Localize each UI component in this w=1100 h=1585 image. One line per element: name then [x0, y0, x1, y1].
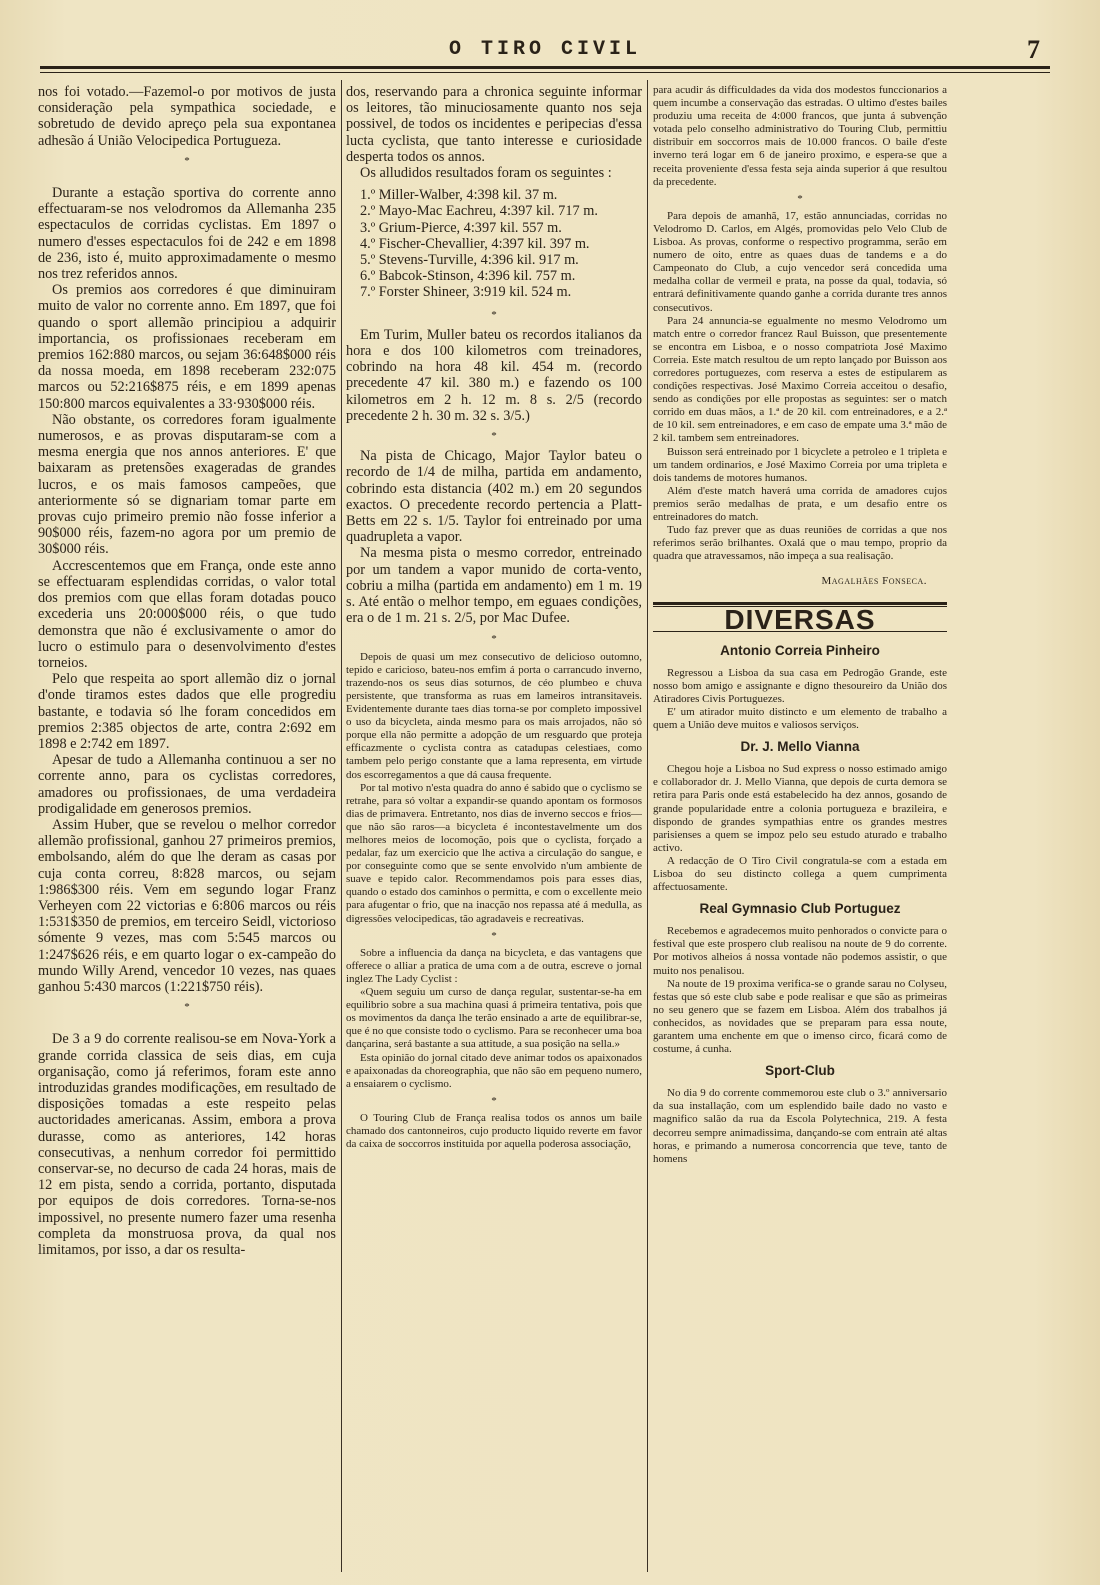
paragraph: O Touring Club de França realisa todos os annos um baile chamado dos cantonneiros, cujo producto liquido reverte em favor da caixa de soccorros instituida por aquella poderosa associação, — [346, 1111, 642, 1151]
column-divider-1 — [341, 80, 342, 1572]
paragraph: Além d'este match haverá uma corrida de amadores cujos premios serão medalhas de prata, e um desafio entre os entreinadores do match. — [653, 484, 947, 523]
article-title: Dr. J. Mello Vianna — [740, 739, 860, 755]
page-header — [40, 35, 1050, 68]
section-separator: * — [491, 430, 497, 443]
newspaper-title: O TIRO CIVIL — [448, 38, 642, 61]
paragraph: Buisson será entreinado por 1 bicyclete a petroleo e 1 tripleta e um tandem ordinarios, e José Maximo Correia por uma tripleta e dois tandems de motores humanos. — [653, 445, 947, 484]
list-item: 3.º Grium-Pierce, 4:397 kil. 557 m. — [360, 219, 562, 236]
list-item: 2.º Mayo-Mac Eachreu, 4:397 kil. 717 m. — [360, 203, 598, 220]
section-separator: * — [797, 192, 803, 205]
paragraph: Na mesma pista o mesmo corredor, entreinado por um tandem a vapor munido de corta-vento, cobriu a milha (partida em andamento) em 1 m. 19 s. Até então o melhor tempo, em eguaes condições, era o de 1 m. 21 s. 2/5, por Mac Dufee. — [346, 545, 642, 627]
article-title: Antonio Correia Pinheiro — [720, 642, 880, 658]
paragraph: De 3 a 9 do corrente realisou-se em Nova-York a grande corrida classica de seis dias, em cuja organisação, como já referimos, foram este anno introduzidas grandes modificações, em resultado de disposições tomadas a este respeito pelas auctoridades americanas. Assim, embora a prova durasse, como as anteriores, 142 horas consecutivas, a nenhum corredor foi permittido conservar-se, no decurso de cada 24 horas, mais de 12 em pista, sendo a corrida, portanto, disputada por equipos de dois corredores. Torna-se-nos impossivel, no presente numero fazer uma resenha completa da monstruosa prova, da qual nos limitamos, por isso, a dar os resulta- — [38, 1031, 336, 1259]
paragraph: Os premios aos corredores é que diminuiram muito de valor no corrente anno. Em 1897, que foi quando o sport allemão principiou a adquirir importancia, os profissionaes receberam em premios 162:880 marcos, ou sejam 36:648$000 réis da nossa moeda, em 1898 receberam 232:075 marcos ou 52:216$875 réis, e em 1899 apenas 150:800 marcos equivalentes a 33·930$000 réis. — [38, 282, 336, 412]
paragraph: Na pista de Chicago, Major Taylor bateu o recordo de 1/4 de milha, partida em andamento, cobrindo esta distancia (402 m.) em 20 segundos exactos. O precedente recordo pertencia a Platt-Betts em 22 s. 1/5. Taylor foi entreinado por uma quadrupleta a vapor. — [346, 448, 642, 546]
list-item: 6.º Babcok-Stinson, 4:396 kil. 757 m. — [360, 268, 576, 285]
paragraph: Depois de quasi um mez consecutivo de delicioso outomno, tepido e caricioso, bateu-nos emfim á porta o carrancudo inverno, trazendo-nos os seus dias soturnos, de céo plumbeo e chuva persistente, que transforma as ruas em lameiros intransitaveis. Evidentemente durante taes dias torna-se por completo impossivel o uso da bicycleta, ainda mesmo para os mais arrojados, não só porque ella não permitte a adopção de um resguardo que proteja efficazmente o cyclista contra as catadupas celestiaes, como tambem pelo perigo constante que a lama representa, em virtude dos escorregamentos a que dá causa frequente. — [346, 650, 642, 781]
paragraph: Na noute de 19 proxima verifica-se o grande sarau no Colyseu, festas que só este club sabe e pode realisar e que são as primeiras no seu genero que se fazem em Lisboa. Além dos trabalhos já conhecidos, as novidades que se preparam para essa noute, garantem uma enchente em que o imenso circo, ficará como de costume, á cunha. — [653, 977, 947, 1056]
section-separator: * — [491, 632, 497, 645]
section-separator: * — [491, 308, 497, 321]
column-1 — [38, 84, 336, 1574]
paragraph: Não obstante, os corredores foram igualmente numerosos, e as provas disputaram-se com a mesma energia que nos annos anteriores. E' que baixaram as pretensões exageradas de grandes lucros, e os mais famosos campeões, que anteriormente só se dignariam tomar parte em provas cujo primeiro premio não fosse inferior a 90$000 réis, fazem-no agora por um premio de 30$000 réis. — [38, 411, 336, 558]
paragraph: Apesar de tudo a Allemanha continuou a ser no corrente anno, para os cyclistas corredores, amadores ou profissionaes, de uma verdadeira prodigalidade em generosos premios. — [38, 752, 336, 817]
paragraph: Durante a estação sportiva do corrente anno effectuaram-se nos velodromos da Allemanha 235 espectaculos de corridas cyclistas. Em 1897 o numero d'esses espectaculos foi de 242 e em 1898 de 236, isto é, muito approximadamente o mesmo nos trez referidos annos. — [38, 185, 336, 283]
paragraph: nos foi votado.—Fazemol-o por motivos de justa consideração pela sympathica sociedade, e sobretudo de devido apreço pela sua expontanea adhesão á União Velocipedica Portugueza. — [38, 84, 336, 149]
section-separator: * — [184, 1001, 190, 1014]
page-number: 7 — [1027, 35, 1040, 64]
section-heading: DIVERSAS — [724, 604, 876, 636]
section-separator: * — [491, 929, 497, 942]
paragraph: Regressou a Lisboa da sua casa em Pedrogão Grande, este nosso bom amigo e assignante e digno thesoureiro da União dos Atiradores Civis Portuguezes. — [653, 666, 947, 705]
paragraph: Assim Huber, que se revelou o melhor corredor allemão profissional, ganhou 27 primeiros premios, embolsando, além do que lhe deram as casas por cuja conta correu, 8:828 marcos, ou sejam 1:986$300 réis. Vem em segundo logar Franz Verheyen com 22 victorias e 6:806 marcos ou réis 1:531$350 de premios, em terceiro Seidl, victorioso sómente 9 vezes, mas com 5:545 marcos ou 1:247$626 réis, e em quarto logar o ex-campeão do mundo Willy Arend, vencedor 10 vezes, nas quaes ganhou 5:430 marcos (1:221$750 réis). — [38, 816, 336, 995]
paragraph: Pelo que respeita ao sport allemão diz o jornal d'onde tiramos estes dados que elle progrediu bastante, e todavia só lhe foram concedidos em premios 2:385 objectos de arte, contra 2:692 em 1898 e 2:742 em 1897. — [38, 671, 336, 752]
paragraph: Para depois de amanhã, 17, estão annunciadas, corridas no Velodromo D. Carlos, em Algés, promovidas pelo Velo Club de Lisboa. As provas, conforme o respectivo programma, serão em numero de oito, entre as quaes duas de tandems e a do Campeonato do Club, a cujo vencedor será concedida uma medalha collar de vermeil e prata, na posse da qual, todavia, só entrará definitivamente quando ganhe a corrida durante tres annos consecutivos. — [653, 209, 947, 314]
paragraph: Recebemos e agradecemos muito penhorados o convicte para o festival que este prospero club realisou na noute de 9 do corrente. Por motivos alheios á nossa vontade não podemos assistir, o que muito nos penalisou. — [653, 925, 947, 977]
section-separator: * — [491, 1094, 497, 1107]
paragraph: Por tal motivo n'esta quadra do anno é sabido que o cyclismo se retrahe, para só voltar a expandir-se quando apontam os formosos dias de primavera. Entretanto, nos dias de inverno seccos e frios—que não são raros—a bicycleta é incontestavelmente um dos melhores meios de locomoção, pois que o cyclista, forçado a pedalar, faz um exercicio que lhe activa a circulação do sangue, e por conseguinte como que se sente envolvido n'um ambiente de suave e tepido calor. Recommendamos pois para esses dias, quando o estado dos caminhos o permitta, e com o excellente meio para afugentar o frio, que na inacção nos repassa até á medulla, as digressões velocipedicas, tão agradaveis e recreativas. — [346, 781, 642, 925]
author-signature: Magalhães Fonseca. — [821, 575, 927, 588]
list-item: 7.º Forster Shineer, 3:919 kil. 524 m. — [360, 284, 572, 301]
paragraph: Para 24 annuncia-se egualmente no mesmo Velodromo um match entre o corredor francez Raul Buisson, que presentemente se encontra em Lisboa, e o nosso compatriota José Maximo Correia. Este match resultou de um repto lançado por Buisson aos corredores portuguezes, com reserva a estes de estipularem as condições respectivas. José Maximo Correia acceitou o desafio, sendo as condições por elle propostas as seguintes: ser o match corrido em duas mãos, a 1.ª de 20 kil. com entreinadores, e a 2.ª de 10 kil. sem entreinadores, e em caso de empate uma 3.ª mão de 2 kil. tambem sem entreinadores. — [653, 314, 947, 445]
header-rule-thick — [40, 66, 1050, 69]
paragraph: No dia 9 do corrente commemorou este club o 3.º anniversario da sua installação, com um esplendido baile dado no vasto e magnifico salão da rua da Escola Polytechnica, 219. A festa decorreu sempre animadissima, dançando-se com entrain até altas horas, e primando a numerosa concorrencia que teve, tanto de homens — [653, 1087, 947, 1165]
paragraph: Em Turim, Muller bateu os recordos italianos da hora e dos 100 kilometros com treinadores, cobrindo na hora 48 kil. 454 m. (recordo precedente 47 kil. 380 m.) e fazendo os 100 kilometros em 2 h. 12 m. 8 s. 2/5 (recordo precedente 2 h. 30 m. 32 s. 3/5.) — [346, 326, 642, 424]
paragraph: A redacção de O Tiro Civil congratula-se com a estada em Lisboa do seu distincto collega a quem cumprimenta affectuosamente. — [653, 854, 947, 894]
list-item: 1.º Miller-Walber, 4:398 kil. 37 m. — [360, 187, 558, 204]
column-2 — [346, 84, 642, 1574]
header-rule-thin — [40, 72, 1050, 73]
paragraph: Chegou hoje a Lisboa no Sud express o nosso estimado amigo e collaborador dr. J. Mello Vianna, que depois de curta demora se retira para Paris onde está estabelecido ha dez annos, gosando de grande popularidade entre a colonia portugueza e brazileira, e dispondo de grandes sympathias entre os grandes mestres parisienses a quem se impoz pelo seu estudo aturado e trabalho activo. — [653, 763, 947, 854]
list-item: 5.º Stevens-Turville, 4:396 kil. 917 m. — [360, 252, 579, 269]
paragraph: Tudo faz prever que as duas reuniões de corridas a que nos referimos serão brilhantes. Oxalá que o mau tempo, proprio da quadra que atravessamos, não impeça a sua realisação. — [653, 524, 947, 563]
paragraph: Os alludidos resultados foram os seguintes : — [360, 165, 612, 182]
results-list — [346, 187, 642, 300]
article-title: Sport-Club — [765, 1063, 835, 1079]
paragraph: Sobre a influencia da dança na bicycleta, e das vantagens que offerece o alliar a pratica de uma com a de outra, escreve o jornal inglez The Lady Cyclist : — [346, 946, 642, 985]
column-3 — [653, 84, 947, 1574]
quotation: «Quem seguiu um curso de dança regular, sustentar-se-ha em equilibrio sobre a sua machina quasi á primeira tentativa, pois que os movimentos da dança lhe terão ensinado a arte de equilibrar-se, que é no que consiste todo o cyclismo. Para se reconhecer uma boa dançarina, será bastante a sua attitude, a sua posição na sella.» — [346, 986, 642, 1051]
article-title: Real Gymnasio Club Portuguez — [699, 901, 901, 917]
paragraph: E' um atirador muito distincto e um elemento de trabalho a quem a União deve muitos e valiosos serviços. — [653, 705, 947, 732]
list-item: 4.º Fischer-Chevallier, 4:397 kil. 397 m. — [360, 235, 590, 252]
paragraph: Esta opinião do jornal citado deve animar todos os apaixonados e apaixonadas da choreographia, que não são em pequeno numero, a ensaiarem o cyclismo. — [346, 1051, 642, 1090]
paragraph: dos, reservando para a chronica seguinte informar os leitores, tão minuciosamente quanto nos seja possivel, de todos os incidentes e peripecias d'essa lucta cyclista, que tanto interesse e curiosidade desperta todos os annos. — [346, 84, 642, 165]
column-divider-2 — [647, 80, 648, 1572]
section-separator: * — [184, 154, 190, 167]
paragraph: para acudir ás difficuldades da vida dos modestos funccionarios a quem incumbe a conservação das estradas. O ultimo d'estes bailes produziu uma receita de 4:000 francos, que junta á subvenção votada pelo conselho administrativo do Touring Club, permittiu distribuir em soccorros mais de 10.000 francos. O baile d'este inverno terá logar em 6 de janeiro proximo, e espera-se que a receita proveniente d'essa festa seja ainda superior á que resultou da precedente. — [653, 84, 947, 188]
paragraph: Accrescentemos que em França, onde este anno se effectuaram esplendidas corridas, o valor total dos premios com que ellas foram dotadas pouco excederia uns 20:000$000 réis, o que tudo demonstra que não é exclusivamente o amor do lucro o estimulo para o desenvolvimento d'estes torneios. — [38, 557, 336, 671]
